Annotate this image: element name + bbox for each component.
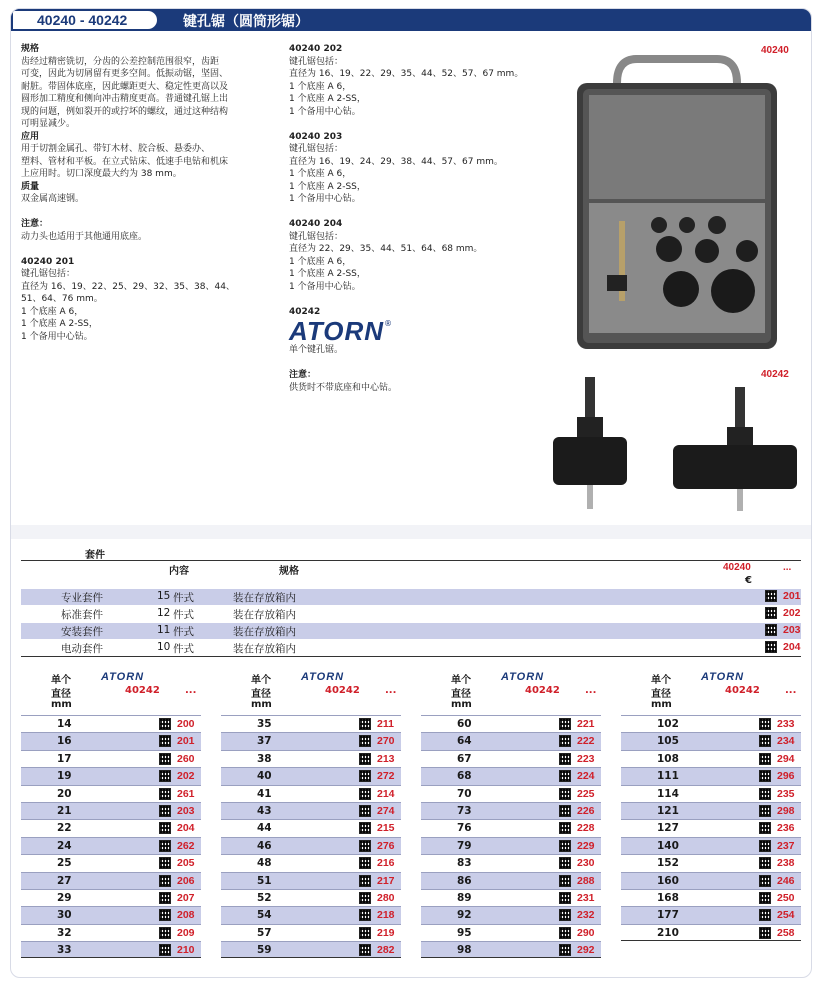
qr-code-icon bbox=[759, 753, 771, 765]
diameter-cell: 67 bbox=[457, 752, 472, 765]
diameter-cell: 19 bbox=[57, 770, 72, 783]
diameter-cell: 51 bbox=[257, 874, 272, 887]
table-row bbox=[21, 715, 201, 732]
table-row bbox=[621, 924, 801, 941]
order-code-cell: 282 bbox=[377, 944, 395, 957]
table-row bbox=[421, 785, 601, 802]
qr-code-icon bbox=[359, 718, 371, 730]
single-col-head: 单个 直径 mm ATORN 40242 ... bbox=[51, 671, 197, 710]
order-code-cell: 206 bbox=[177, 874, 195, 887]
qr-code-icon bbox=[759, 892, 771, 904]
qr-code-icon bbox=[759, 875, 771, 887]
table-row bbox=[621, 732, 801, 749]
order-code-cell: 218 bbox=[377, 909, 395, 922]
diameter-cell: 25 bbox=[57, 857, 72, 870]
qr-code-icon bbox=[159, 927, 171, 939]
table-row bbox=[621, 802, 801, 819]
qr-code-icon bbox=[159, 840, 171, 852]
qr-code-icon bbox=[765, 641, 777, 653]
table-row bbox=[621, 715, 801, 732]
qr-code-icon bbox=[559, 770, 571, 782]
order-code-cell: 207 bbox=[177, 891, 195, 904]
table-row bbox=[21, 924, 201, 941]
photo-label-40240: 40240 bbox=[761, 45, 789, 56]
table-row bbox=[21, 732, 201, 749]
table-row bbox=[221, 785, 401, 802]
set-art-no: 40240 bbox=[723, 562, 751, 573]
diameter-cell: 43 bbox=[257, 804, 272, 817]
qr-code-icon bbox=[759, 735, 771, 747]
table-row bbox=[421, 889, 601, 906]
table-row bbox=[421, 854, 601, 871]
table-row bbox=[421, 924, 601, 941]
table-row bbox=[421, 941, 601, 958]
order-code-cell: 237 bbox=[777, 839, 795, 852]
diameter-cell: 68 bbox=[457, 770, 472, 783]
table-row bbox=[21, 785, 201, 802]
order-code-cell: 219 bbox=[377, 926, 395, 939]
diameter-cell: 102 bbox=[657, 718, 679, 730]
case-set-photo bbox=[577, 53, 777, 349]
table-row bbox=[421, 906, 601, 923]
qr-code-icon bbox=[359, 892, 371, 904]
qr-code-icon bbox=[359, 753, 371, 765]
order-code-cell: 230 bbox=[577, 857, 595, 870]
diameter-cell: 70 bbox=[457, 787, 472, 800]
qr-code-icon bbox=[159, 753, 171, 765]
single-col-head: 单个 直径 mm ATORN 40242 ... bbox=[251, 671, 397, 710]
drill-2 bbox=[737, 489, 743, 511]
qr-code-icon bbox=[359, 840, 371, 852]
atorn-logo: ATORN bbox=[501, 671, 545, 683]
table-row bbox=[621, 785, 801, 802]
order-code-cell: 250 bbox=[777, 891, 795, 904]
order-code-cell: 222 bbox=[577, 735, 595, 748]
table-row bbox=[21, 819, 201, 836]
single-col-rows bbox=[221, 715, 401, 958]
order-code-cell: 204 bbox=[177, 822, 195, 835]
order-code-cell: 215 bbox=[377, 822, 395, 835]
single-col-1 bbox=[21, 671, 201, 958]
single-code: 40242 bbox=[289, 306, 321, 317]
saw-large-2 bbox=[711, 269, 755, 313]
order-code-cell: 258 bbox=[777, 926, 795, 939]
diameter-cell: 30 bbox=[57, 909, 72, 922]
table-row bbox=[221, 837, 401, 854]
table-row bbox=[221, 767, 401, 784]
diameter-cell: 79 bbox=[457, 839, 472, 852]
saw-medium-3 bbox=[736, 240, 758, 262]
diameter-cell: 114 bbox=[657, 787, 679, 800]
table-row bbox=[221, 715, 401, 732]
diameter-cell: 127 bbox=[657, 822, 679, 835]
diameter-cell: 27 bbox=[57, 874, 72, 887]
table-row bbox=[621, 889, 801, 906]
table-row bbox=[21, 889, 201, 906]
set-row: 标准套件 12 件式 装在存放箱内 202 bbox=[61, 607, 801, 621]
qr-code-icon bbox=[159, 857, 171, 869]
diameter-cell: 152 bbox=[657, 857, 679, 870]
diameter-cell: 83 bbox=[457, 857, 472, 870]
table-row bbox=[221, 906, 401, 923]
atorn-logo: ATORN bbox=[101, 671, 145, 683]
set-col-content: 内容 bbox=[169, 566, 189, 577]
order-code-cell: 260 bbox=[177, 752, 195, 765]
section-gap bbox=[11, 525, 811, 539]
table-row bbox=[421, 732, 601, 749]
diameter-cell: 17 bbox=[57, 752, 72, 765]
shank-2 bbox=[735, 387, 745, 427]
diameter-cell: 57 bbox=[257, 926, 272, 939]
qr-code-icon bbox=[559, 735, 571, 747]
table-row bbox=[621, 750, 801, 767]
single-col-rows bbox=[421, 715, 601, 958]
foam-bottom bbox=[589, 203, 765, 333]
order-code-cell: 235 bbox=[777, 787, 795, 800]
order-code-cell: 288 bbox=[577, 874, 595, 887]
adapter-1 bbox=[577, 417, 603, 437]
order-code-cell: 213 bbox=[377, 752, 395, 765]
order-code-cell: 216 bbox=[377, 857, 395, 870]
diameter-cell: 21 bbox=[57, 804, 72, 817]
order-code-cell: 234 bbox=[777, 735, 795, 748]
order-code-cell: 201 bbox=[177, 735, 195, 748]
qr-code-icon bbox=[559, 875, 571, 887]
qr-code-icon bbox=[359, 770, 371, 782]
atorn-logo-wrap: ATORN® bbox=[289, 316, 393, 346]
table-row bbox=[21, 802, 201, 819]
diameter-cell: 108 bbox=[657, 752, 679, 765]
set-row: 专业套件 15 件式 装在存放箱内 201 bbox=[21, 589, 801, 605]
order-code-cell: 254 bbox=[777, 909, 795, 922]
mid-description: 40240 202 键孔锯包括： 直径为 16、19、22、29、35、44、52、57、67 mm。 1 个底座 A 6， 1 个底座 A 2-SS， 1 个备用中心钻。 40240 203 键孔锯包括： 直径为 16、19、24、29、38、44、57、67 mm。 1 个底座 A 6， 1 个底座 A 2-SS， 1 个备用中心钻。 40240 204 键孔锯包括： 直径为 22、29、35、44、51、64、68 mm。 1 个底座 A 6， 1 个底座 A 2-SS， 1 个备用中心钻。 40242 ATORN® 单个键孔锯。 注意： 供货时不带底座和中心钻。 bbox=[289, 43, 551, 394]
table-row bbox=[621, 872, 801, 889]
note2-heading: 注意： bbox=[289, 370, 317, 380]
table-row bbox=[621, 837, 801, 854]
diameter-cell: 41 bbox=[257, 787, 272, 800]
qr-code-icon bbox=[559, 822, 571, 834]
qr-code-icon bbox=[359, 822, 371, 834]
diameter-cell: 73 bbox=[457, 804, 472, 817]
qr-code-icon bbox=[765, 607, 777, 619]
order-code-cell: 203 bbox=[177, 804, 195, 817]
qr-code-icon bbox=[159, 822, 171, 834]
table-row bbox=[221, 802, 401, 819]
qr-code-icon bbox=[559, 892, 571, 904]
qr-code-icon bbox=[765, 624, 777, 636]
qr-code-icon bbox=[159, 735, 171, 747]
set-group-label: 套件 bbox=[85, 550, 105, 561]
qr-code-icon bbox=[759, 805, 771, 817]
table-row bbox=[421, 802, 601, 819]
kit-202-code: 40240 202 bbox=[289, 44, 343, 54]
table-row bbox=[421, 767, 601, 784]
diameter-cell: 22 bbox=[57, 822, 72, 835]
qr-code-icon bbox=[559, 805, 571, 817]
saw-small-3 bbox=[708, 216, 726, 234]
diameter-cell: 46 bbox=[257, 839, 272, 852]
order-code-cell: 246 bbox=[777, 874, 795, 887]
single-saw-photo bbox=[547, 373, 807, 513]
order-code-cell: 202 bbox=[177, 770, 195, 783]
order-code-cell: 290 bbox=[577, 926, 595, 939]
diameter-cell: 20 bbox=[57, 787, 72, 800]
table-row bbox=[221, 941, 401, 958]
table-row bbox=[621, 854, 801, 871]
qr-code-icon bbox=[159, 909, 171, 921]
qr-code-icon bbox=[559, 909, 571, 921]
qr-code-icon bbox=[765, 590, 777, 602]
table-row bbox=[621, 819, 801, 836]
diameter-cell: 111 bbox=[657, 770, 679, 783]
qr-code-icon bbox=[359, 944, 371, 956]
saw-medium-2 bbox=[695, 239, 719, 263]
order-code-cell: 225 bbox=[577, 787, 595, 800]
table-row bbox=[421, 872, 601, 889]
order-code-cell: 236 bbox=[777, 822, 795, 835]
diameter-cell: 160 bbox=[657, 874, 679, 887]
qr-code-icon bbox=[759, 857, 771, 869]
qr-code-icon bbox=[159, 718, 171, 730]
order-code-cell: 209 bbox=[177, 926, 195, 939]
qr-code-icon bbox=[359, 909, 371, 921]
order-code-cell: 205 bbox=[177, 857, 195, 870]
order-code-cell: 292 bbox=[577, 944, 595, 957]
qr-code-icon bbox=[359, 735, 371, 747]
diameter-cell: 59 bbox=[257, 944, 272, 957]
order-code-cell: 276 bbox=[377, 839, 395, 852]
order-code-cell: 232 bbox=[577, 909, 595, 922]
adapter-2 bbox=[727, 427, 753, 445]
table-row bbox=[221, 819, 401, 836]
diameter-cell: 140 bbox=[657, 839, 679, 852]
table-row bbox=[21, 767, 201, 784]
order-code-cell: 210 bbox=[177, 944, 195, 957]
qr-code-icon bbox=[559, 753, 571, 765]
diameter-cell: 76 bbox=[457, 822, 472, 835]
order-code-cell: 280 bbox=[377, 891, 395, 904]
table-row bbox=[221, 872, 401, 889]
qr-code-icon bbox=[359, 927, 371, 939]
set-top-rule bbox=[21, 560, 801, 561]
qr-code-icon bbox=[359, 805, 371, 817]
diameter-cell: 64 bbox=[457, 735, 472, 748]
order-code-cell: 231 bbox=[577, 891, 595, 904]
order-code-cell: 272 bbox=[377, 770, 395, 783]
single-col-4 bbox=[621, 671, 801, 941]
qr-code-icon bbox=[559, 718, 571, 730]
left-description: 规格 齿经过精密铣切，分齿的公差控制范围很窄，齿距 可变，因此为切屑留有更多空间。低振动锯，坚固、 耐脏。带固体底座，因此螺距更大、稳定性更高以及 圆形加工精度和侧向冲击精度更高。普通键孔锯上出 现的问题，例如裂开的或拧坏的螺纹，通过这种结构 可明显减少。 应用 用于切割金属孔、带钉木材、胶合板、悬委办、 塑料、管材和平板。在立式钻床、低速手电钻和机床 上应用时。切口深度最大约为 38 mm。 质量 双金属高速钢。 注意： 动力头也适用于其他通用底座。 40240 201 键孔锯包括： 直径为 16、19、22、25、29、32、35、38、44、 51、64、76 mm。 1 个底座 A 6， 1 个底座 A 2-SS， 1 个备用中心钻。 bbox=[21, 43, 281, 343]
table-row bbox=[21, 872, 201, 889]
order-code-cell: 211 bbox=[377, 718, 394, 730]
kit-201-code: 40240 201 bbox=[21, 256, 75, 267]
set-col-spec: 规格 bbox=[279, 566, 299, 577]
atorn-logo: ATORN bbox=[701, 671, 745, 683]
qr-code-icon bbox=[359, 875, 371, 887]
saw-small-2 bbox=[679, 217, 695, 233]
page-title: 键孔锯（圆筒形锯） bbox=[183, 14, 309, 30]
diameter-cell: 29 bbox=[57, 891, 72, 904]
table-row bbox=[421, 819, 601, 836]
photo-label-40242: 40242 bbox=[761, 369, 789, 380]
order-code-cell: 229 bbox=[577, 839, 595, 852]
order-code-cell: 262 bbox=[177, 839, 195, 852]
kit-204-code: 40240 204 bbox=[289, 219, 343, 229]
diameter-cell: 33 bbox=[57, 944, 72, 957]
order-code-cell: 294 bbox=[777, 752, 795, 765]
qr-code-icon bbox=[559, 840, 571, 852]
diameter-cell: 16 bbox=[57, 735, 72, 748]
table-row bbox=[421, 837, 601, 854]
order-code-cell: 233 bbox=[777, 718, 795, 730]
table-row bbox=[221, 889, 401, 906]
order-code-cell: 208 bbox=[177, 909, 195, 922]
diameter-cell: 38 bbox=[257, 752, 272, 765]
table-row bbox=[621, 906, 801, 923]
table-row bbox=[221, 750, 401, 767]
diameter-cell: 177 bbox=[657, 909, 679, 922]
table-row bbox=[21, 837, 201, 854]
saw-body-2 bbox=[673, 445, 797, 489]
order-code-cell: 217 bbox=[377, 874, 395, 887]
diameter-cell: 168 bbox=[657, 891, 679, 904]
order-code-cell: 298 bbox=[777, 804, 795, 817]
note-heading: 注意： bbox=[21, 219, 49, 229]
catalog-page bbox=[10, 8, 812, 978]
order-code-cell: 261 bbox=[177, 787, 195, 800]
order-code-cell: 296 bbox=[777, 770, 795, 783]
diameter-cell: 14 bbox=[57, 718, 72, 730]
single-col-head: 单个 直径 mm ATORN 40242 ... bbox=[651, 671, 797, 710]
diameter-cell: 52 bbox=[257, 891, 272, 904]
diameter-cell: 35 bbox=[257, 718, 272, 730]
saw-large-1 bbox=[663, 271, 699, 307]
order-code-cell: 228 bbox=[577, 822, 595, 835]
set-row: 电动套件 10 件式 装在存放箱内 204 bbox=[21, 640, 801, 657]
set-dots: ... bbox=[783, 562, 792, 573]
qr-code-icon bbox=[759, 927, 771, 939]
order-code-cell: 223 bbox=[577, 752, 595, 765]
diameter-cell: 92 bbox=[457, 909, 472, 922]
qr-code-icon bbox=[759, 822, 771, 834]
single-col-rows bbox=[21, 715, 201, 958]
qr-code-icon bbox=[159, 788, 171, 800]
arbor-nut bbox=[607, 275, 627, 291]
foam-top bbox=[589, 95, 765, 199]
spec-heading: 规格 bbox=[21, 44, 40, 54]
diameter-cell: 89 bbox=[457, 891, 472, 904]
atorn-logo: ATORN bbox=[289, 316, 385, 346]
set-currency: € bbox=[745, 575, 752, 586]
case-handle bbox=[617, 59, 737, 83]
single-col-2 bbox=[221, 671, 401, 958]
order-code-cell: 214 bbox=[377, 787, 395, 800]
qr-code-icon bbox=[159, 944, 171, 956]
order-code-cell: 274 bbox=[377, 804, 395, 817]
order-code-cell: 221 bbox=[577, 718, 595, 730]
table-row bbox=[21, 941, 201, 958]
single-col-rows bbox=[621, 715, 801, 941]
table-row bbox=[421, 715, 601, 732]
qr-code-icon bbox=[359, 857, 371, 869]
order-code-cell: 270 bbox=[377, 735, 395, 748]
order-code-cell: 200 bbox=[177, 718, 195, 730]
diameter-cell: 44 bbox=[257, 822, 272, 835]
table-row bbox=[621, 767, 801, 784]
table-row bbox=[221, 924, 401, 941]
qr-code-icon bbox=[559, 857, 571, 869]
atorn-logo: ATORN bbox=[301, 671, 345, 683]
diameter-cell: 95 bbox=[457, 926, 472, 939]
qr-code-icon bbox=[759, 840, 771, 852]
table-row bbox=[21, 854, 201, 871]
qr-code-icon bbox=[159, 805, 171, 817]
table-row bbox=[21, 750, 201, 767]
qr-code-icon bbox=[559, 927, 571, 939]
qr-code-icon bbox=[159, 892, 171, 904]
diameter-cell: 210 bbox=[657, 926, 679, 939]
diameter-cell: 24 bbox=[57, 839, 72, 852]
diameter-cell: 86 bbox=[457, 874, 472, 887]
qr-code-icon bbox=[159, 770, 171, 782]
order-code-cell: 226 bbox=[577, 804, 595, 817]
qr-code-icon bbox=[359, 788, 371, 800]
diameter-cell: 98 bbox=[457, 944, 472, 957]
single-col-3 bbox=[421, 671, 601, 958]
quality-heading: 质量 bbox=[21, 181, 40, 192]
qr-code-icon bbox=[159, 875, 171, 887]
kit-203-code: 40240 203 bbox=[289, 131, 343, 142]
order-code-cell: 224 bbox=[577, 770, 595, 783]
code-range-badge: 40240 - 40242 bbox=[11, 9, 159, 31]
diameter-cell: 54 bbox=[257, 909, 272, 922]
qr-code-icon bbox=[759, 718, 771, 730]
diameter-cell: 37 bbox=[257, 735, 272, 748]
qr-code-icon bbox=[759, 770, 771, 782]
table-row bbox=[421, 750, 601, 767]
table-row bbox=[221, 854, 401, 871]
single-col-head: 单个 直径 mm ATORN 40242 ... bbox=[451, 671, 597, 710]
qr-code-icon bbox=[559, 944, 571, 956]
qr-code-icon bbox=[759, 909, 771, 921]
set-row: 安装套件 11 件式 装在存放箱内 203 bbox=[21, 623, 801, 639]
saw-medium-1 bbox=[656, 236, 682, 262]
saw-body-1 bbox=[553, 437, 627, 485]
diameter-cell: 48 bbox=[257, 857, 272, 870]
diameter-cell: 40 bbox=[257, 770, 272, 783]
use-heading: 应用 bbox=[21, 131, 40, 142]
diameter-cell: 105 bbox=[657, 735, 679, 748]
saw-small-1 bbox=[651, 217, 667, 233]
order-code-cell: 238 bbox=[777, 857, 795, 870]
diameter-cell: 60 bbox=[457, 718, 472, 730]
diameter-cell: 121 bbox=[657, 804, 679, 817]
table-row bbox=[221, 732, 401, 749]
diameter-cell: 32 bbox=[57, 926, 72, 939]
drill-1 bbox=[587, 485, 593, 509]
shank-1 bbox=[585, 377, 595, 417]
table-row bbox=[21, 906, 201, 923]
qr-code-icon bbox=[559, 788, 571, 800]
qr-code-icon bbox=[759, 788, 771, 800]
